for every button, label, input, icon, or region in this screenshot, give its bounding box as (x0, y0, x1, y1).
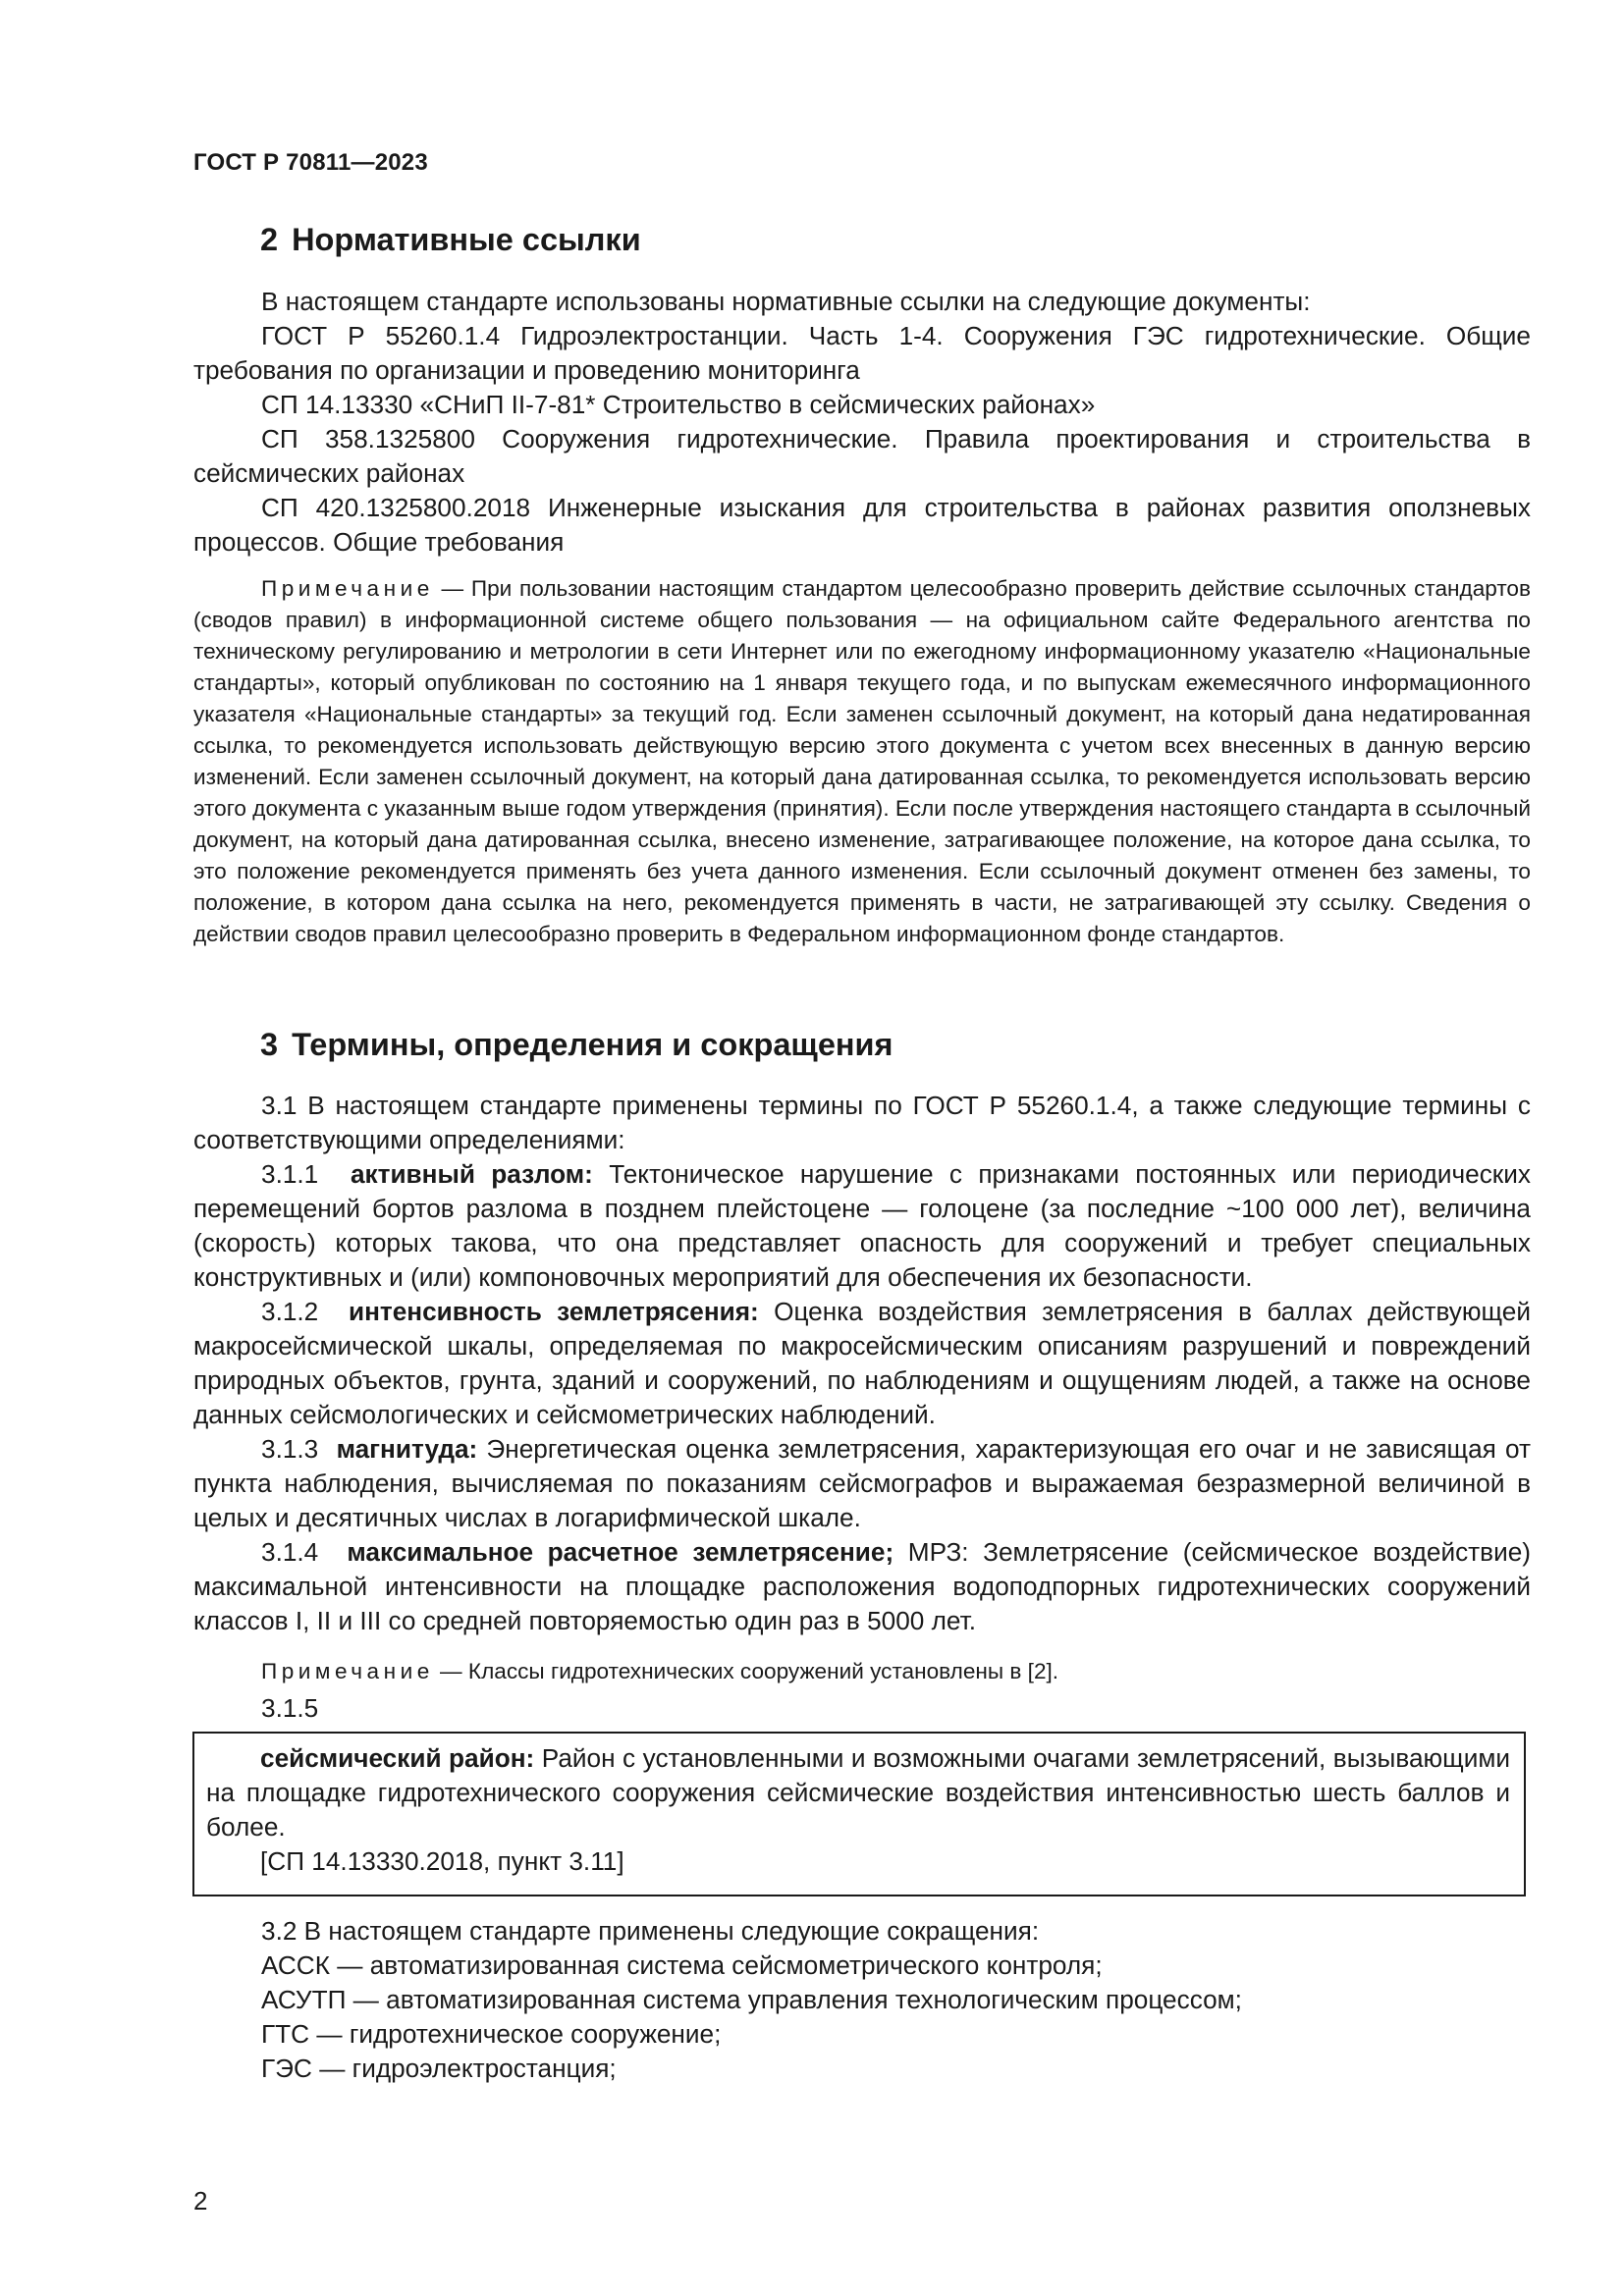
term-definition: МРЗ: Землетрясение (сейсмическое воздействие) максимальной интенсивности на площадке расположения водоподпорных гидротехнических сооружений классов I, II и III со средней повторяемостью один раз в 5000 лет. (193, 1537, 1531, 1635)
section-2-title: Нормативные ссылки (292, 222, 641, 257)
term-number: 3.1.3 (261, 1434, 319, 1464)
term-name: интенсивность землетрясения: (348, 1297, 759, 1326)
term-3-1-4 (193, 1535, 1531, 1638)
section-3-title: Термины, определения и сокращения (292, 1027, 893, 1062)
abbreviation-item: АССК — автоматизированная система сейсмометрического контроля; (261, 1950, 1103, 1980)
section-2-body (193, 285, 1531, 560)
term-3-1-2 (193, 1295, 1531, 1432)
term-3-1-5-number: 3.1.5 (261, 1693, 319, 1723)
abbreviation-item: АСУТП — автоматизированная система управления технологическим процессом; (261, 1985, 1242, 2014)
term-3-1-1 (193, 1157, 1531, 1295)
term-number: 3.1.4 (261, 1537, 319, 1567)
term-3-1-5 (206, 1741, 1510, 1844)
abbreviation-item: ГТС — гидротехническое сооружение; (261, 2019, 722, 2049)
note-text: — Классы гидротехнических сооружений установлены в [2]. (433, 1659, 1059, 1683)
note-text: — При пользовании настоящим стандартом целесообразно проверить действие ссылочных стандартов (сводов правил) в информационной системе общего пользования — на официальном сайте Федерального агентства по техническому регулированию и метрологии в сети Интернет или по ежегодному информационному указателю «Национальные стандарты», который опубликован по состоянию на 1 января текущего года, и по выпускам ежемесячного информационного указателя «Национальные стандарты» за текущий год. Если заменен ссылочный документ, на который дана недатированная ссылка, то рекомендуется использовать действующую версию этого документа с учетом всех внесенных в данную версию изменений. Если заменен ссылочный документ, на который дана датированная ссылка, то рекомендуется использовать версию этого документа с указанным выше годом утверждения (принятия). Если после утверждения настоящего стандарта в ссылочный документ, на который дана датированная ссылка, внесено изменение, затрагивающее положение, на которое дана ссылка, то это положение рекомендуется применять без учета данного изменения. Если ссылочный документ отменен без замены, то положение, в котором дана ссылка на него, рекомендуется применять в части, не затрагивающей эту ссылку. Сведения о действии сводов правил целесообразно проверить в Федеральном информационном фонде стандартов. (193, 576, 1531, 946)
document-header: ГОСТ Р 70811—2023 (193, 149, 428, 176)
term-3-1-5-box (192, 1732, 1526, 1896)
term-name: магнитуда: (336, 1434, 478, 1464)
term-definition: Тектоническое нарушение с признаками постоянных или периодических перемещений бортов разлома в позднем плейстоцене — голоцене (за последние ~100 000 лет), величина (скорость) которых такова, что она представляет опасность для сооружений и требует специальных конструктивных и (или) компоновочных мероприятий для обеспечения их безопасности. (193, 1159, 1531, 1292)
section-3-note (193, 1656, 1531, 1687)
section-2-intro: В настоящем стандарте использованы нормативные ссылки на следующие документы: (261, 287, 1311, 316)
section-2-number: 2 (260, 222, 279, 257)
normative-ref: СП 14.13330 «СНиП II-7-81* Строительство в сейсмических районах» (261, 390, 1096, 419)
term-name: сейсмический район: (260, 1743, 535, 1773)
normative-ref: СП 358.1325800 Сооружения гидротехнические. Правила проектирования и строительства в сейсмических районах (193, 424, 1531, 488)
section-3-body (193, 1089, 1531, 1638)
normative-ref: ГОСТ Р 55260.1.4 Гидроэлектростанции. Часть 1-4. Сооружения ГЭС гидротехнические. Общие требования по организации и проведению мониторинга (193, 321, 1531, 385)
term-3-1-3 (193, 1432, 1531, 1535)
abbreviation-item: ГЭС — гидроэлектростанция; (261, 2054, 617, 2083)
term-definition: Оценка воздействия землетрясения в баллах действующей макросейсмической шкалы, определяемая по макросейсмическим описаниям разрушений и повреждений природных объектов, грунта, зданий и сооружений, по наблюдениям и ощущениям людей, а также на основе данных сейсмологических и сейсмометрических наблюдений. (193, 1297, 1531, 1429)
clause-3-1: 3.1 В настоящем стандарте применены термины по ГОСТ Р 55260.1.4, а также следующие термины с соответствующими определениями: (193, 1091, 1531, 1154)
note-label: Примечание (261, 576, 434, 601)
term-source: [СП 14.13330.2018, пункт 3.11] (260, 1846, 624, 1876)
section-3-number: 3 (260, 1027, 279, 1062)
section-3-heading (260, 1027, 893, 1063)
term-number: 3.1.1 (261, 1159, 319, 1189)
term-name: активный разлом: (350, 1159, 593, 1189)
term-definition: Район с установленными и возможными очагами землетрясений, вызывающими на площадке гидротехнического сооружения сейсмические воздействия интенсивностью шесть баллов и более. (206, 1743, 1510, 1842)
clause-3-2: 3.2 В настоящем стандарте применены следующие сокращения: (261, 1916, 1040, 1946)
section-2-note (193, 573, 1531, 950)
note-label: Примечание (261, 1659, 434, 1683)
abbreviations-block (193, 1914, 1531, 2086)
term-number: 3.1.2 (261, 1297, 319, 1326)
section-2-heading (260, 222, 641, 258)
normative-ref: СП 420.1325800.2018 Инженерные изыскания для строительства в районах развития оползневых процессов. Общие требования (193, 493, 1531, 557)
term-name: максимальное расчетное землетрясение; (347, 1537, 894, 1567)
term-definition: Энергетическая оценка землетрясения, характеризующая его очаг и не зависящая от пункта наблюдения, вычисляемая по показаниям сейсмографов и выражаемая безразмерной величиной в целых и десятичных числах в логарифмической шкале. (193, 1434, 1531, 1532)
page-number: 2 (193, 2186, 208, 2216)
